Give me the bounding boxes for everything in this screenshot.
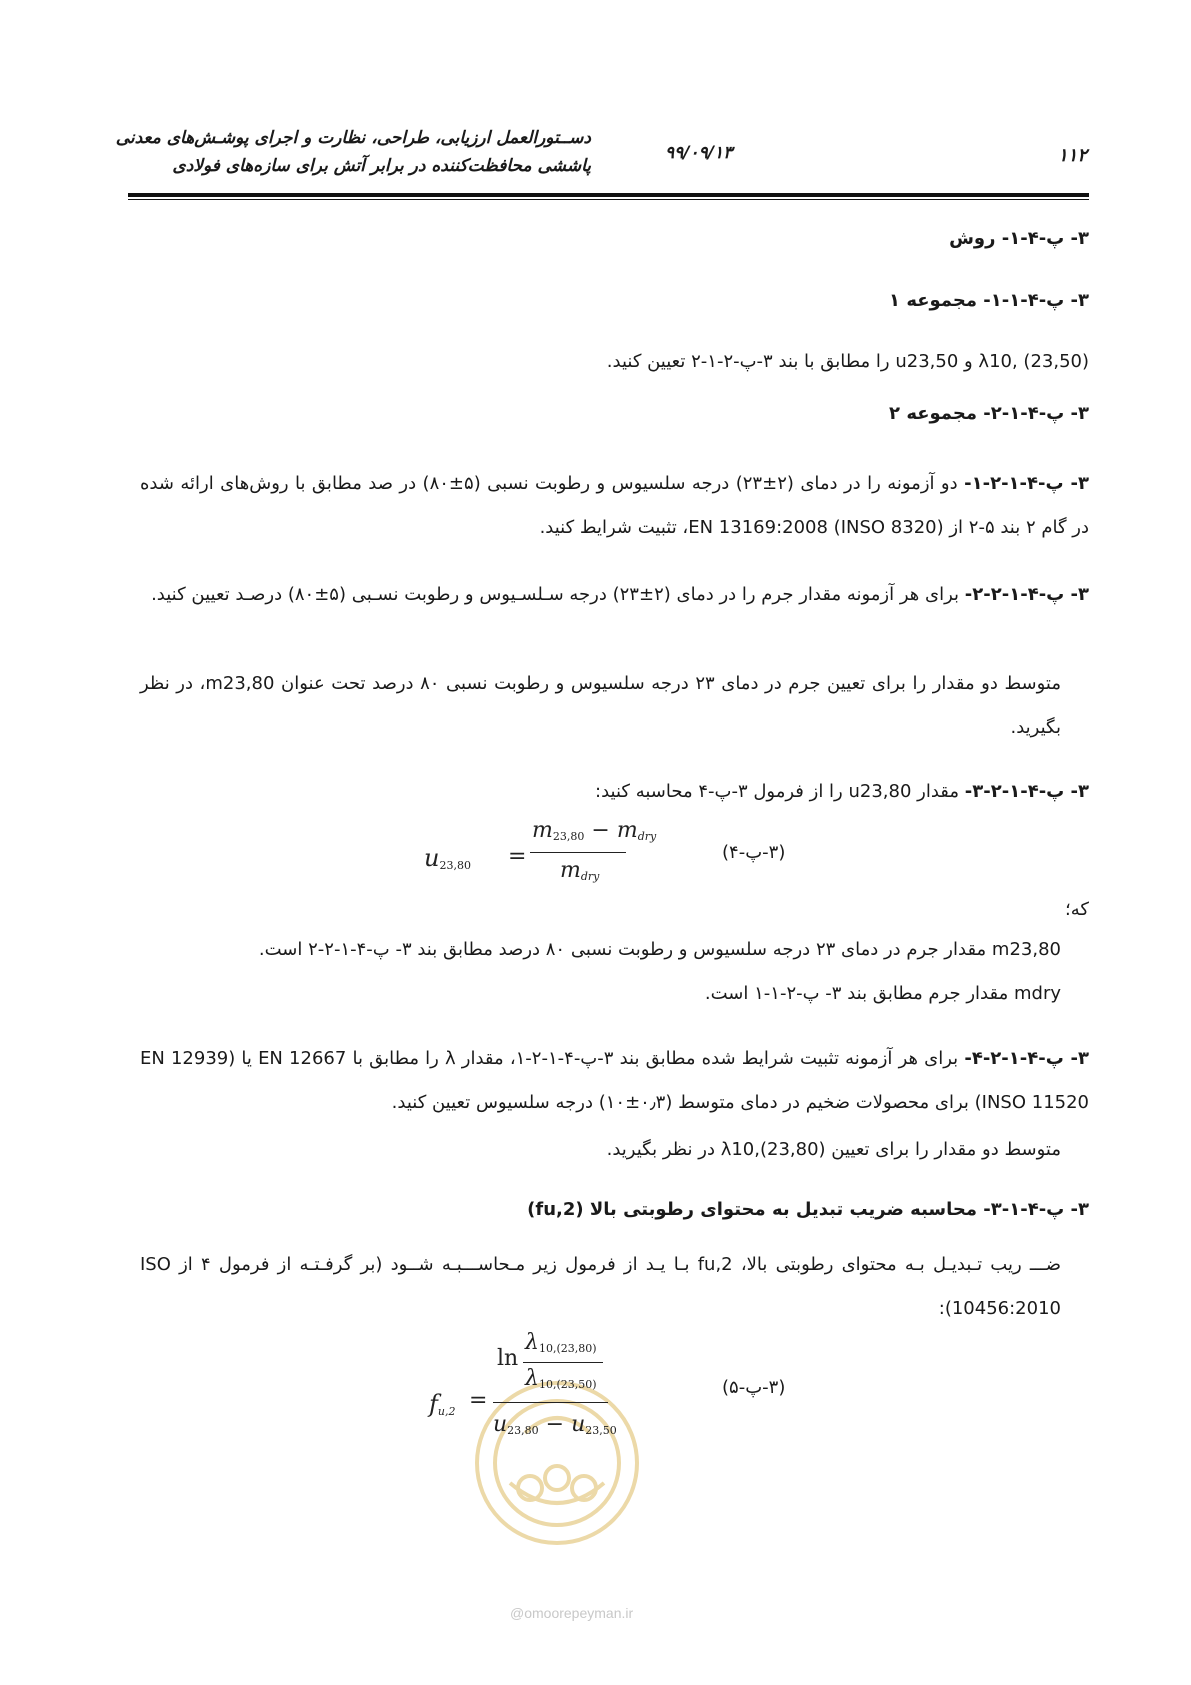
formula-5-lhs: $f_{u,2}$ xyxy=(429,1390,456,1418)
paragraph-1-text: دو آزمونه را در دمای (۲±۲۳) درجه سلسیوس و رطوبت نسبی (۵±۸۰) در صد مطابق با روش‌های ارائه شده در گام ۲ بند ۵-۲ از (INSO 8320) EN 13169:2008، تثبیت شرایط کنید. xyxy=(140,473,1089,538)
paragraph-3-number: ۳- پ-۴-۱-۲-۳- xyxy=(964,781,1089,802)
page-number: ۱۱۲ xyxy=(1058,145,1088,166)
paragraph-4b: متوسط دو مقدار را برای تعیین λ10,(23,80) در نظر بگیرید. xyxy=(606,1139,1061,1160)
formula-5-lambda-bottom: $\lambda_{10,(23,50)}$ xyxy=(525,1366,597,1391)
paragraph-2-text: برای هر آزمونه مقدار جرم را در دمای (۲±۲۳) درجه سـلسـیوس و رطوبت نسـبی (۵±۸۰) درصـد تعیین کنید. xyxy=(151,584,960,605)
paragraph-2b xyxy=(140,662,1061,750)
header-rule-thick xyxy=(128,193,1089,197)
heading-fu2: ۳- پ-۴-۱-۳- محاسبه ضریب تبدیل به محتوای رطوبتی بالا (fu,2) xyxy=(527,1199,1089,1220)
paragraph-2-number: ۳- پ-۴-۱-۲-۲- xyxy=(964,584,1089,605)
paragraph-3 xyxy=(140,770,1089,814)
formula-5-inner-fraction-bar xyxy=(523,1362,603,1363)
formula-4-denominator: $m_{dry}$ xyxy=(560,858,600,883)
paragraph-2b-text: متوسط دو مقدار را برای تعیین جرم در دمای ۲۳ درجه سلسیوس و رطوبت نسبی ۸۰ درصد تحت عنوان m23,80، در نظر بگیرید. xyxy=(140,673,1061,738)
formula-4-lhs: $u_{23,80}$ xyxy=(424,844,471,872)
equation-5-number: (۳-پ-۵) xyxy=(722,1377,786,1398)
set1-sentence: λ10, (23,50) و u23,50 را مطابق با بند ۳-پ-۲-۱-۲ تعیین کنید. xyxy=(606,351,1089,372)
definition-mdry: mdry مقدار جرم مطابق بند ۳- پ-۲-۱-۱ است. xyxy=(704,983,1061,1004)
formula-5-ln: ln xyxy=(497,1346,519,1371)
formula-4 xyxy=(420,818,657,898)
formula-4-fraction-bar xyxy=(530,852,626,853)
footer-url: @omoorepeyman.ir xyxy=(510,1605,634,1621)
formula-5-equals: = xyxy=(469,1388,488,1413)
formula-4-equals: = xyxy=(508,844,527,869)
formula-4-numerator: $m_{23,80} - m_{dry}$ xyxy=(532,818,657,843)
header-date: ۹۹/۰۹/۱۳ xyxy=(665,143,733,163)
paragraph-1 xyxy=(140,462,1089,550)
equation-4-number: (۳-پ-۴) xyxy=(722,842,786,863)
paragraph-1-number: ۳- پ-۴-۱-۲-۱- xyxy=(964,473,1090,494)
heading-set2: ۳- پ-۴-۱-۲- مجموعه ۲ xyxy=(889,403,1089,424)
heading-set1: ۳- پ-۴-۱-۱- مجموعه ۱ xyxy=(889,290,1089,311)
header-title-line2: پاششی محافظت‌کننده در برابر آتش برای سازه‌های فولادی xyxy=(172,156,591,176)
paragraph-3-text: مقدار u23,80 را از فرمول ۳-پ-۴ محاسبه کنید: xyxy=(595,781,960,802)
definition-m2380: m23,80 مقدار جرم در دمای ۲۳ درجه سلسیوس و رطوبت نسبی ۸۰ درصد مطابق بند ۳- پ-۴-۱-۲-۲ است. xyxy=(258,939,1061,960)
heading-method: ۳- پ-۴-۱- روش xyxy=(949,228,1089,249)
set1-text xyxy=(300,340,1089,384)
formula-5 xyxy=(425,1330,625,1460)
header-title-line1: دســتورالعمل ارزیابی، طراحی، نظارت و اجرای پوشـش‌های معدنی xyxy=(115,128,591,148)
where-label: که؛ xyxy=(1065,899,1089,920)
paragraph-5: ضـــ ریب تـبدیـل بـه محتوای رطوبتی بالا، fu,2 بـا یـد از فرمول زیر مـحاســـبـه شــود (بر گرفـتـه از فرمول ۴ از ISO 10456:2010): xyxy=(140,1254,1061,1319)
paragraph-4 xyxy=(140,1037,1089,1125)
formula-5-denominator: $u_{23,80} - u_{23,50}$ xyxy=(493,1412,617,1437)
header-rule-thin xyxy=(128,199,1089,200)
formula-5-fraction-bar xyxy=(493,1402,608,1403)
paragraph-4-text: برای هر آزمونه تثبیت شرایط شده مطابق بند ۳-پ-۴-۱-۲-۱، مقدار λ را مطابق با EN 12667 یا (EN 12939 (INSO 11520 برای محصولات ضخیم در دمای متوسط (۰٫۳±۱۰) درجه سلسیوس تعیین کنید. xyxy=(140,1048,1089,1113)
paragraph-2 xyxy=(140,573,1089,617)
paragraph-4-number: ۳- پ-۴-۱-۲-۴- xyxy=(964,1048,1089,1069)
formula-5-lambda-top: $\lambda_{10,(23,80)}$ xyxy=(525,1330,597,1355)
